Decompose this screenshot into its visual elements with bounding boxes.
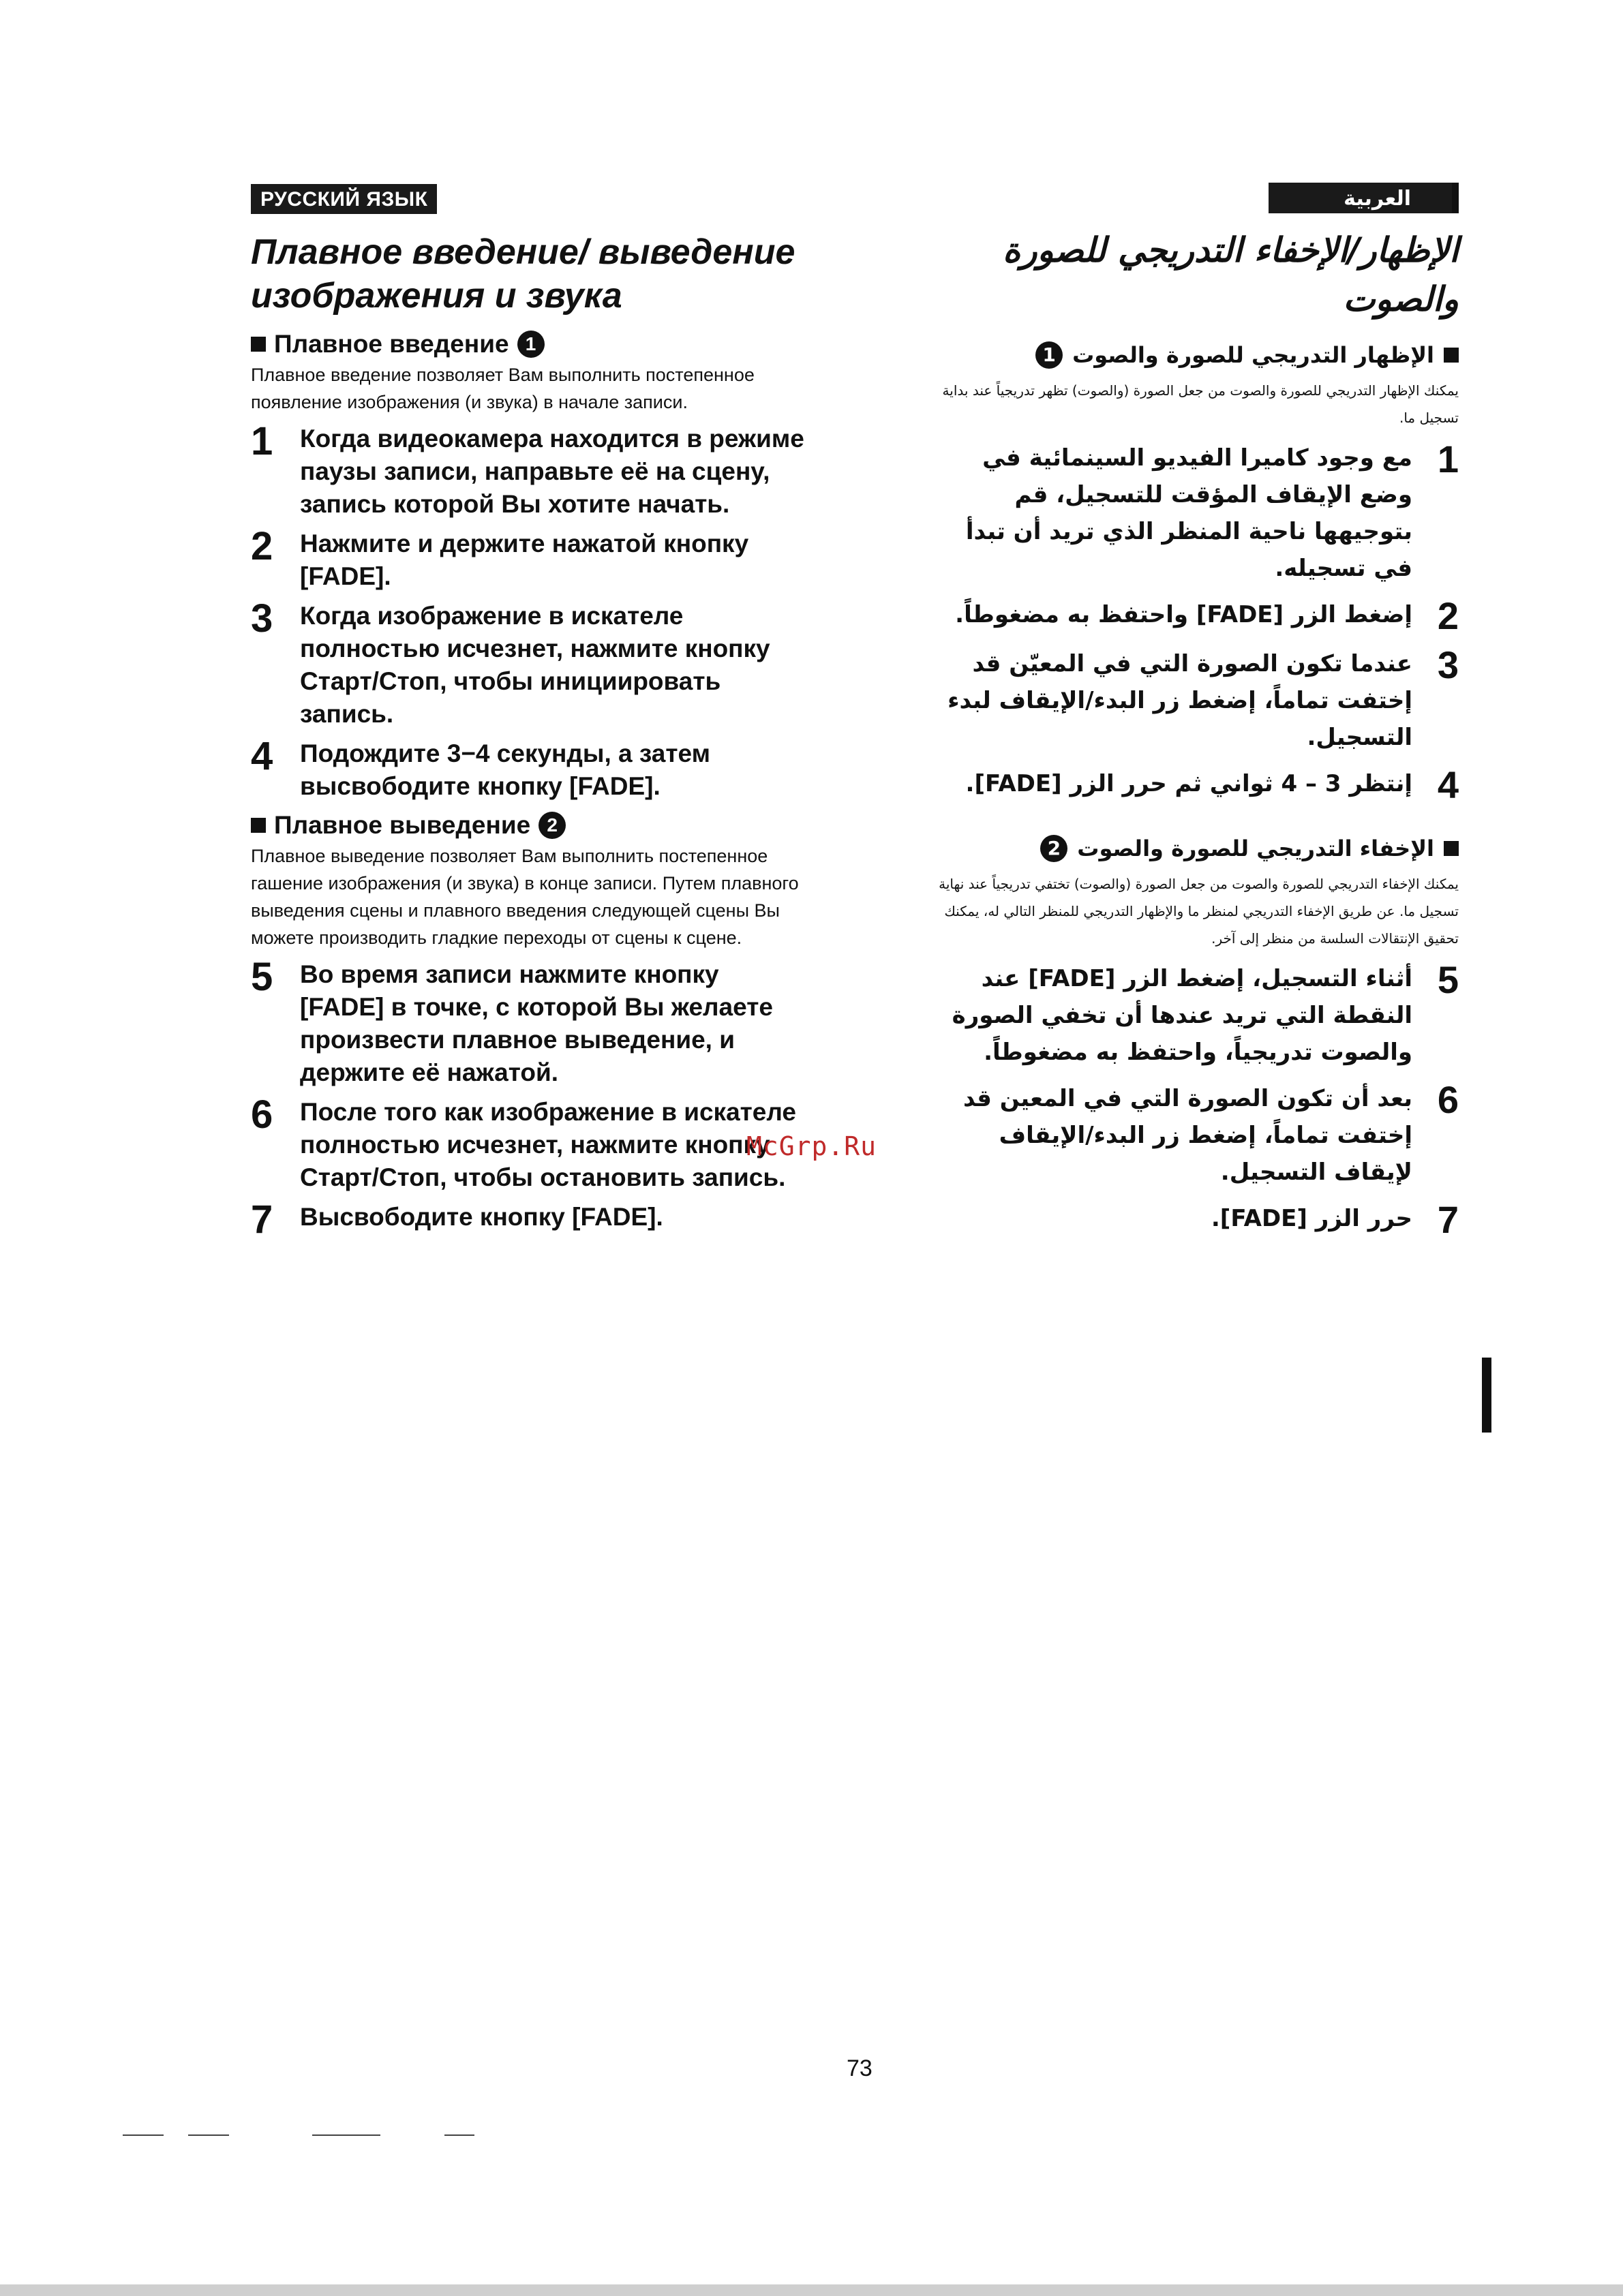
step-item <box>907 596 1459 636</box>
step-item <box>907 645 1459 756</box>
bullet-square-icon <box>1444 841 1459 856</box>
step-item <box>907 1080 1459 1191</box>
page-number: 73 <box>847 2055 873 2081</box>
section-heading-text: Плавное введение <box>274 330 509 358</box>
step-item <box>251 955 817 1089</box>
circled-number-two-icon: 2 <box>539 812 566 839</box>
step-number: 2 <box>1437 594 1459 637</box>
step-number: 6 <box>1437 1078 1459 1121</box>
crop-mark <box>444 2134 474 2136</box>
section-description: Плавное выведение позволяет Вам выполнить постепенное гашение изображения (и звука) в конце записи. Путем плавного выведения сцены и плавного введения следующей сцены Вы можете производить гладкие переходы от сцены к сцене. <box>251 846 799 948</box>
step-number: 1 <box>1437 438 1459 480</box>
step-text: حرر الزر [FADE]. <box>1211 1205 1412 1232</box>
step-text: بعد أن تكون الصورة التي في المعين قد إختفت تماماً، إضغط زر البدء/الإيقاف لإيقاف التسجيل. <box>962 1085 1412 1186</box>
crop-mark <box>188 2134 229 2136</box>
page-title-russian: Плавное введение/ выведение изображения и звука <box>251 232 795 316</box>
section-heading-text: الإخفاء التدريجي للصورة والصوت <box>1077 836 1434 861</box>
side-index-bar <box>1482 1358 1491 1433</box>
language-tab-russian: РУССКИЙ ЯЗЫК <box>251 184 437 214</box>
step-item <box>907 1200 1459 1240</box>
step-item <box>907 960 1459 1071</box>
step-text: Когда изображение в искателе полностью исчезнет, нажмите кнопку Старт/Стоп, чтобы инициировать запись. <box>300 602 770 728</box>
step-text: Высвободите кнопку [FADE]. <box>300 1203 663 1231</box>
circled-number-one-icon: 1 <box>517 331 545 358</box>
bullet-square-icon <box>1444 348 1459 363</box>
step-number: 4 <box>1437 763 1459 806</box>
language-tab-arabic: العربية <box>1269 183 1459 213</box>
step-text: أثناء التسجيل، إضغط الزر [FADE] عند النقطة التي تريد عندها أن تخفي الصورة والصوت تدريجياً، واحتفظ به مضغوطاً. <box>952 965 1412 1066</box>
step-item <box>251 524 817 593</box>
step-text: Нажмите и держите нажатой кнопку [FADE]. <box>300 530 749 590</box>
step-text: Во время записи нажмите кнопку [FADE] в точке, с которой Вы желаете произвести плавное выведение, и держите её нажатой. <box>300 960 773 1086</box>
step-number: 5 <box>251 955 273 999</box>
section-description: يمكنك الإظهار التدريجي للصورة والصوت من جعل الصورة (والصوت) تظهر تدريجياً عند بداية تسجيل ما. <box>942 382 1459 426</box>
step-text: إنتظر 3 – 4 ثواني ثم حرر الزر [FADE]. <box>965 770 1412 797</box>
step-text: Подождите 3−4 секунды, а затем высвободите кнопку [FADE]. <box>300 739 710 800</box>
section-heading-text: الإظهار التدريجي للصورة والصوت <box>1072 342 1434 368</box>
step-item <box>907 440 1459 587</box>
watermark-link[interactable]: McGrp.Ru <box>746 1131 877 1161</box>
crop-mark <box>312 2134 380 2136</box>
page-title-arabic: الإظهار/الإخفاء التدريجي للصورة والصوت <box>1003 230 1459 319</box>
circled-number-one-icon: 1 <box>1035 341 1063 369</box>
step-text: После того как изображение в искателе полностью исчезнет, нажмите кнопку Старт/Стоп, чтобы остановить запись. <box>300 1098 796 1191</box>
step-text: مع وجود كاميرا الفيديو السينمائية في وضع الإيقاف المؤقت للتسجيل، قم بتوجيهها ناحية المنظر الذي تريد أن تبدأ في تسجيله. <box>965 444 1412 582</box>
step-number: 6 <box>251 1092 273 1137</box>
step-item <box>251 419 817 521</box>
step-number: 7 <box>251 1197 273 1242</box>
arabic-column <box>907 183 1459 1249</box>
section-heading-text: Плавное выведение <box>274 811 531 839</box>
step-number: 1 <box>251 419 273 463</box>
step-text: عندما تكون الصورة التي في المعيّن قد إختفت تماماً، إضغط زر البدء/الإيقاف لبدء التسجيل. <box>947 650 1412 751</box>
tab-edge-mark <box>1452 183 1459 213</box>
section-heading-fade-out-arabic <box>907 832 1459 865</box>
step-item <box>251 734 817 803</box>
step-text: Когда видеокамера находится в режиме паузы записи, направьте её на сцену, запись которой Вы хотите начать. <box>300 425 804 518</box>
section-heading-fade-in-arabic <box>907 339 1459 371</box>
step-number: 2 <box>251 524 273 568</box>
russian-column <box>251 184 817 1246</box>
section-description: يمكنك الإخفاء التدريجي للصورة والصوت من جعل الصورة (والصوت) تختفي تدريجياً عند نهاية تسجيل ما. عن طريق الإخفاء التدريجي لمنظر ما والإظهار التدريجي للمنظر التالي له، يمكنك تحقيق الإنتقالات السلسة من منظر إلى آخر. <box>939 876 1459 947</box>
circled-number-two-icon: 2 <box>1040 835 1067 862</box>
step-item <box>251 1197 817 1242</box>
section-heading-fade-in <box>251 328 817 360</box>
step-item <box>251 596 817 731</box>
section-description: Плавное введение позволяет Вам выполнить постепенное появление изображения (и звука) в начале записи. <box>251 365 755 412</box>
step-item <box>907 765 1459 805</box>
step-number: 3 <box>251 596 273 641</box>
step-number: 7 <box>1437 1198 1459 1241</box>
step-number: 3 <box>1437 643 1459 686</box>
section-heading-fade-out <box>251 810 817 841</box>
scan-edge <box>0 2284 1623 2296</box>
step-number: 5 <box>1437 958 1459 1001</box>
step-item <box>251 1092 817 1194</box>
crop-mark <box>123 2134 164 2136</box>
step-text: إضغط الزر [FADE] واحتفظ به مضغوطاً. <box>955 601 1412 628</box>
step-number: 4 <box>251 734 273 778</box>
bullet-square-icon <box>251 818 266 833</box>
bullet-square-icon <box>251 337 266 352</box>
